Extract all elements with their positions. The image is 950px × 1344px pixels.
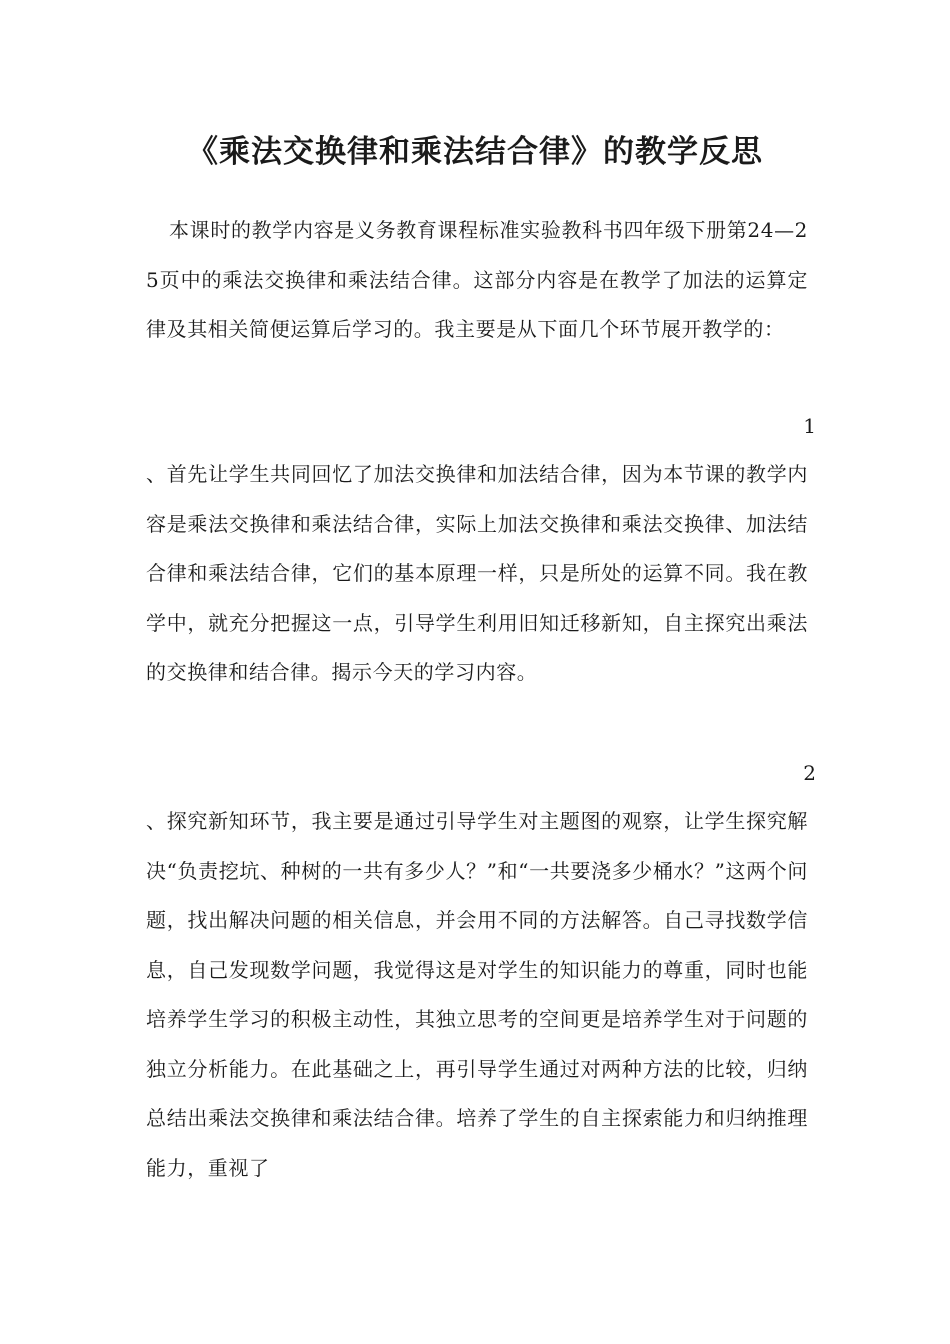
- section-paragraph: 、探究新知环节，我主要是通过引导学生对主题图的观察，让学生探究解决“负责挖坑、种树的一共有多少人？”和“一共要浇多少桶水？”这两个问题，找出解决问题的相关信息，并会用不同的方法解答。自己寻找数学信息，自己发现数学问题，我觉得这是对学生的知识能力的尊重，同时也能培养学生学习的积极主动性，其独立思考的空间更是培养学生对于问题的独立分析能力。在此基础之上，再引导学生通过对两种方法的比较，归纳总结出乘法交换律和乘法结合律。培养了学生的自主探索能力和归纳推理能力，重视了: [146, 809, 808, 1180]
- section-number: 1: [803, 414, 816, 438]
- section-number: 2: [803, 761, 816, 785]
- document-title: 《乘法交换律和乘法结合律》的教学反思: [187, 134, 763, 170]
- section-paragraph: 、首先让学生共同回忆了加法交换律和加法结合律，因为本节课的教学内容是乘法交换律和乘法结合律，实际上加法交换律和乘法交换律、加法结合律和乘法结合律，它们的基本原理一样，只是所处的运算不同。我在教学中，就充分把握这一点，引导学生利用旧知迁移新知，自主探究出乘法的交换律和结合律。揭示今天的学习内容。: [146, 462, 808, 684]
- intro-paragraph: 本课时的教学内容是义务教育课程标准实验教科书四年级下册第24—25页中的乘法交换律和乘法结合律。这部分内容是在教学了加法的运算定律及其相关简便运算后学习的。我主要是从下面几个环节展开教学的：: [146, 218, 808, 341]
